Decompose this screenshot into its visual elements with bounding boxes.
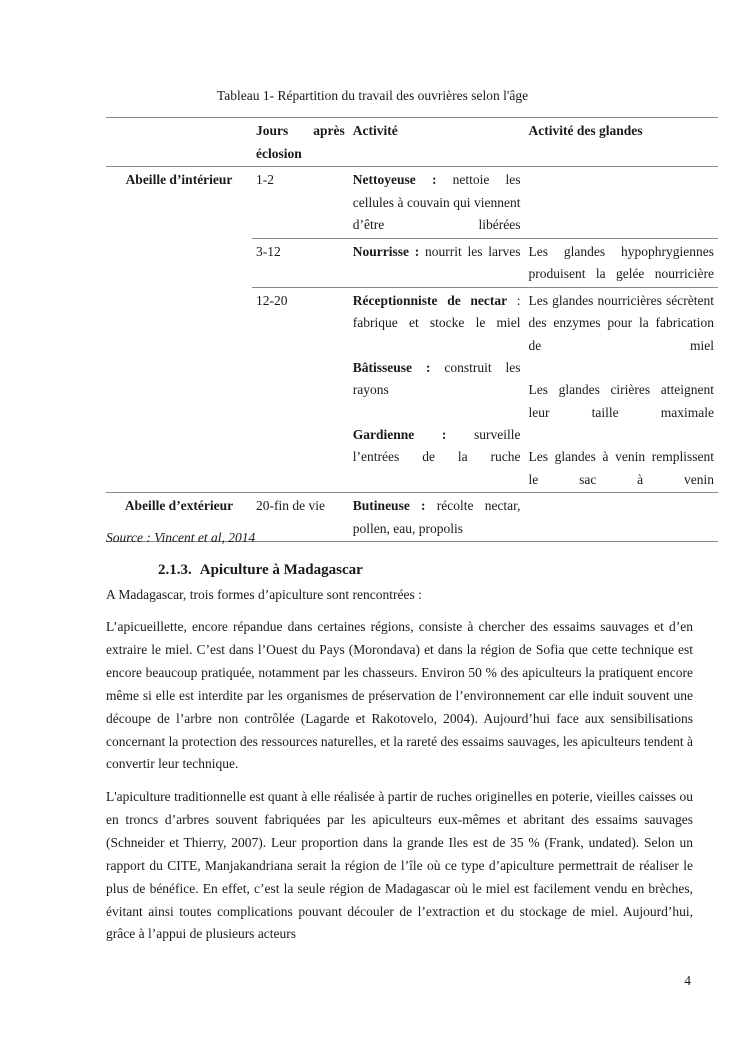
activity-desc: nourrit les larves: [419, 243, 521, 259]
table-row: [106, 167, 718, 239]
page-number: 4: [684, 973, 691, 988]
activity-desc: surveille l’entrées de la ruche: [352, 426, 521, 464]
section-number: 2.1.3.: [158, 562, 192, 578]
activity-desc: : fabrique et stocke le miel: [352, 292, 521, 330]
days-cell: 3-12: [252, 238, 349, 287]
activity-desc: récolte nectar, pollen, eau, propolis: [352, 498, 521, 536]
work-distribution-table: [106, 117, 718, 542]
days-cell: 1-2: [252, 167, 349, 239]
paragraph-traditional: L'apiculture traditionnelle est quant à elle réalisée à partir de ruches originelles en poterie, vieilles caisses ou en troncs d’arbres souvent fabriquées par les apiculteurs eux-mêmes et abritant des essaims sauvages (Schneider et Thierry, 2007). Leur proportion dans la grande Iles est de 35 % (Frank, undated). Selon un rapport du CITE, Manjakandriana serait la région de l’île où ce type d’apiculture permettrait de réaliser le plus de bénéfice. En effet, c’est la seule région de Madagascar où le miel est facilement vendu en brèches, évitant ainsi toutes complications pouvant découler de l’extraction et du stockage de miel. Aujourd’hui, grâce à l’appui de plusieurs acteurs: [106, 789, 693, 942]
activity-name: Butineuse :: [352, 498, 426, 513]
glands-cell: [525, 167, 718, 239]
days-cell: 20-fin de vie: [252, 493, 349, 542]
table-caption: Tableau 1- Répartition du travail des ouvrières selon l'âge: [216, 88, 529, 103]
activity-cell: [349, 167, 525, 239]
header-glands: Activité des glandes: [525, 118, 718, 167]
paragraph-apicueillette: L’apicueillette, encore répandue dans certaines régions, consiste à chercher des essaims sauvages et d’en extraire le miel. C’est dans l’Ouest du Pays (Morondava) et dans la région de Sofia que cette technique est encore beaucoup pratiquée, notamment par les chasseurs. Environ 50 % des apiculteurs la pratiquent encore même si elle est interdite par les organismes de préservation de l’environnement car elle induit souvent une découpe de l’arbre non contrôlée (Lagarde et Rakotovelo, 2004). Aujourd’hui face aux sensibilisations concernant la protection des ressources naturelles, et la rareté des essaims sauvages, les apiculteurs tendent à convertir leur technique.: [106, 619, 693, 772]
activity-name: Bâtisseuse :: [352, 359, 431, 375]
activity-desc: nettoie les cellules à couvain qui viennent d’être libérées: [352, 172, 521, 232]
glands-cell: [525, 493, 718, 542]
activity-name: Nourrisse :: [352, 243, 420, 259]
activity-cell: [349, 238, 525, 287]
days-cell: 12-20: [252, 287, 349, 493]
glands-cell: Les glandes nourricières sécrètent des enzymes pour la fabrication de miel Les glandes cirières atteignent leur taille maximale Les glandes à venin remplissent le sac à venin: [525, 287, 718, 493]
table-source: Source : Vincent et al, 2014: [106, 530, 256, 545]
header-days: Jours après éclosion: [252, 118, 349, 167]
glands-cell: Les glandes hypophrygiennes produisent la gelée nourricière: [525, 238, 718, 287]
activity-cell: [349, 287, 525, 493]
header-activity: Activité: [349, 118, 525, 167]
header-empty-cell: [106, 118, 252, 167]
section-title: Apiculture à Madagascar: [199, 562, 363, 578]
table-header-row: [106, 118, 718, 167]
activity-desc: construit les rayons: [352, 359, 521, 397]
activity-name: Réceptionniste de nectar: [352, 292, 508, 308]
activity-name: Gardienne :: [352, 426, 447, 442]
activity-cell: [349, 493, 525, 542]
group-label-interior: Abeille d’intérieur: [106, 167, 252, 493]
group-label-exterior: Abeille d’extérieur: [106, 493, 252, 542]
section-heading: [158, 562, 363, 579]
activity-name: Nettoyeuse :: [352, 172, 437, 187]
intro-paragraph: A Madagascar, trois formes d’apiculture sont rencontrées :: [106, 587, 422, 602]
